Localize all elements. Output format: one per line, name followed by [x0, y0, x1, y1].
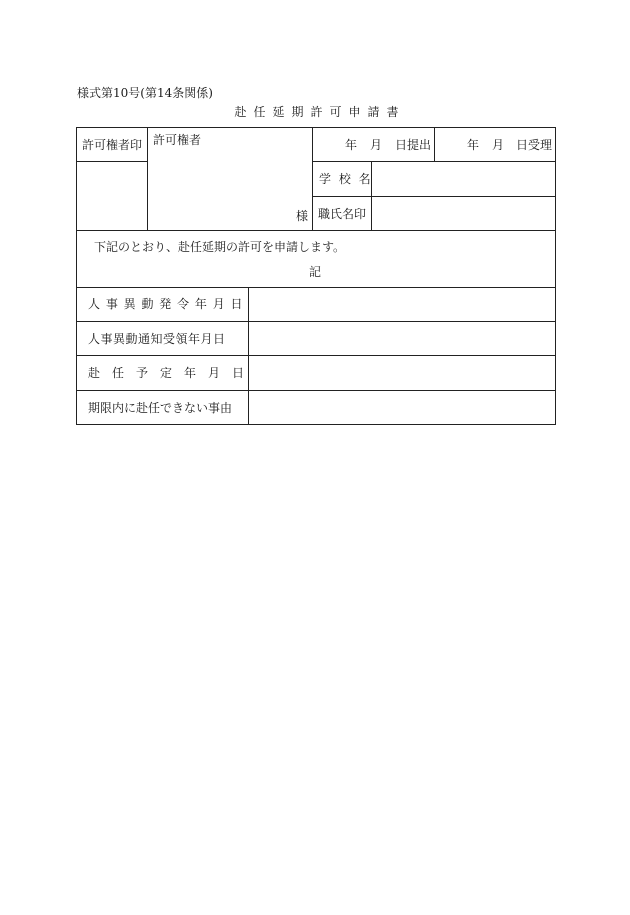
form-number: 様式第10号(第14条関係) [77, 86, 213, 100]
request-statement: 下記のとおり、赴任延期の許可を申請します。 [94, 240, 346, 254]
received-day-label: 日受理 [516, 138, 553, 152]
row-label-reason: 期限内に赴任できない事由 [88, 401, 233, 415]
form-title: 赴任延期許可申請書 [234, 105, 406, 119]
row-label-notice-date: 人事異動通知受領年月日 [88, 332, 226, 346]
row-label-scheduled-date: 赴 任 予 定 年 月 日 [88, 366, 245, 380]
seal-field[interactable] [77, 162, 147, 230]
received-month-label: 月 [492, 138, 505, 152]
row-value-order-date[interactable] [249, 288, 555, 321]
honorific-label: 様 [296, 209, 309, 223]
seal-label: 許可権者印 [82, 138, 143, 152]
position-name-label: 職氏名印 [318, 207, 367, 221]
record-heading: 記 [309, 265, 322, 279]
row-label-order-date: 人 事 異 動 発 令 年 月 日 [88, 297, 244, 311]
row-value-reason[interactable] [249, 391, 555, 424]
row-value-scheduled-date[interactable] [249, 356, 555, 390]
submitted-month-label: 月 [370, 138, 383, 152]
row-value-notice-date[interactable] [249, 322, 555, 355]
permitter-label: 許可権者 [153, 133, 202, 147]
position-name-field[interactable] [372, 197, 555, 230]
submitted-day-label: 日提出 [395, 138, 432, 152]
school-name-field[interactable] [372, 162, 555, 196]
school-name-label: 学 校 名 [319, 172, 373, 186]
submitted-year-label: 年 [345, 138, 358, 152]
statement-block [76, 230, 556, 288]
permitter-field[interactable] [148, 128, 312, 230]
received-year-label: 年 [467, 138, 480, 152]
